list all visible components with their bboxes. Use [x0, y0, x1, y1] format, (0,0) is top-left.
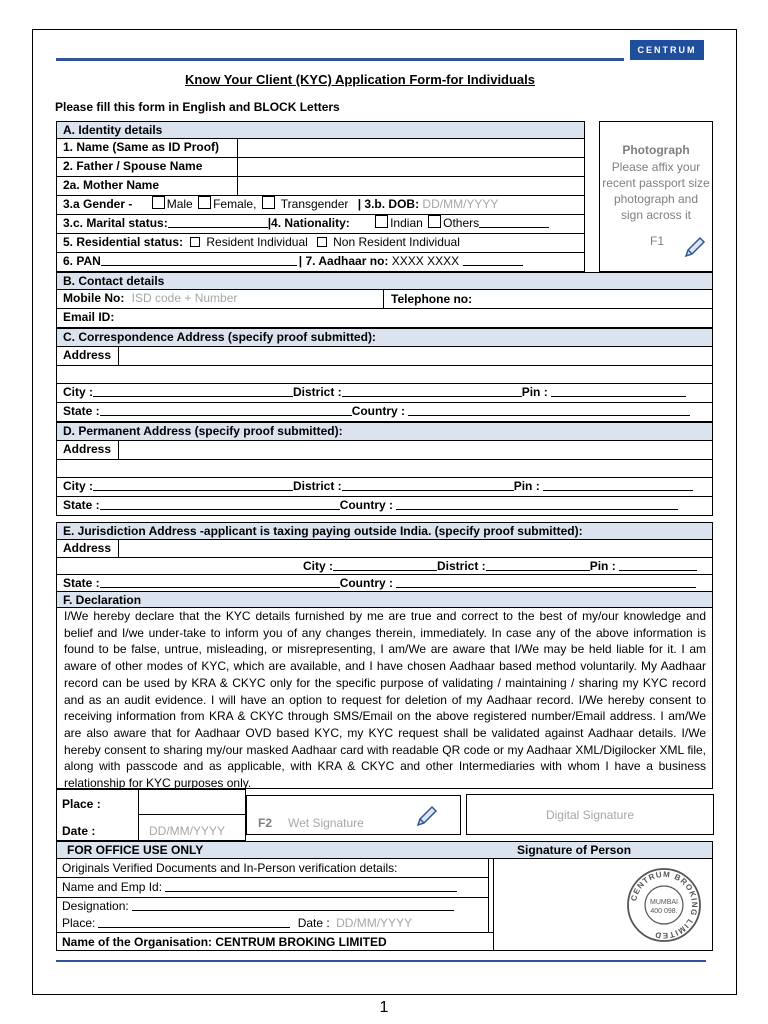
form-title: Know Your Client (KYC) Application Form-for Individuals [184, 72, 536, 87]
mobile-label: Mobile No: [63, 291, 125, 305]
mother-row[interactable] [56, 177, 585, 196]
instruction: Please fill this form in English and BLOCK Letters [55, 100, 340, 114]
office-date-label: Date : [297, 916, 330, 930]
c-state-input[interactable] [100, 404, 352, 416]
office-date-input[interactable]: DD/MM/YYYY [336, 916, 413, 930]
mobile-divider [383, 290, 384, 309]
e-city-input[interactable] [333, 559, 437, 571]
c-address-label: Address [63, 348, 112, 362]
d-country-label: Country : [339, 498, 394, 512]
resident-checkbox[interactable] [190, 237, 200, 247]
designation-input[interactable] [132, 899, 454, 911]
transgender-checkbox[interactable] [262, 196, 275, 209]
e-state-row[interactable] [56, 575, 713, 591]
marital-input[interactable] [168, 216, 268, 228]
digital-signature-label: Digital Signature [545, 808, 635, 822]
name-emp-row[interactable] [62, 880, 457, 894]
male-checkbox[interactable] [152, 196, 165, 209]
f2-label: F2 [258, 816, 273, 830]
pan-row[interactable] [56, 253, 585, 272]
office-place-input[interactable] [98, 916, 290, 928]
e-district-input[interactable] [486, 559, 590, 571]
residential-label: 5. Residential status: [63, 235, 184, 249]
e-state-input[interactable] [100, 576, 340, 588]
office-use-header [56, 841, 713, 859]
c-state-label: State : [63, 404, 100, 418]
d-address-divider [118, 441, 119, 460]
c-city-row[interactable] [56, 384, 713, 403]
d-pin-label: Pin : [513, 479, 540, 493]
indian-label: Indian [390, 216, 423, 230]
father-label: 2. Father / Spouse Name [63, 159, 203, 173]
c-city-input[interactable] [93, 385, 293, 397]
transgender-label: Transgender [280, 197, 349, 211]
d-state-input[interactable] [100, 498, 340, 510]
section-c-header: C. Correspondence Address (specify proof submitted): [56, 328, 713, 347]
name-divider [237, 139, 238, 196]
d-city-label: City : [63, 479, 93, 493]
d-state-label: State : [63, 498, 100, 512]
e-country-input[interactable] [396, 576, 696, 588]
wet-signature-pencil-icon [414, 803, 440, 832]
c-pin-input[interactable] [551, 385, 686, 397]
place-label: Place : [62, 797, 101, 811]
marital-label: 3.c. Marital status: [63, 216, 168, 230]
section-b-header: B. Contact details [56, 272, 713, 290]
d-pin-input[interactable] [543, 479, 693, 491]
e-city-label: City : [303, 559, 333, 573]
office-signature-divider [493, 858, 494, 951]
dob-label: | 3.b. DOB: [357, 197, 420, 211]
d-city-row[interactable] [56, 478, 713, 497]
aadhaar-input[interactable] [463, 254, 523, 266]
e-address-divider [118, 540, 119, 558]
c-country-label: Country : [351, 404, 406, 418]
c-address-divider [118, 347, 119, 366]
office-inner-hline-3 [56, 932, 493, 933]
photo-heading: Photograph [622, 143, 690, 157]
nationality-label: |4. Nationality: [267, 216, 350, 230]
d-city-input[interactable] [93, 479, 293, 491]
email-row[interactable] [56, 309, 713, 328]
stamp-ring-text: CENTRUM BROKING LIMITED [629, 869, 700, 941]
verified-label: Originals Verified Documents and In-Person verification details: [62, 861, 398, 875]
name-emp-label: Name and Emp Id: [62, 880, 163, 894]
centrum-logo: CENTRUM [630, 40, 704, 60]
mobile-row[interactable] [56, 290, 713, 309]
gender-row[interactable] [56, 196, 585, 215]
e-state-label: State : [63, 576, 100, 590]
organisation-label: Name of the Organisation: CENTRUM BROKING LIMITED [62, 935, 387, 949]
email-label: Email ID: [63, 310, 115, 324]
date-label: Date : [62, 824, 96, 838]
female-label: Female, [213, 197, 257, 211]
e-district-label: District : [437, 559, 486, 573]
office-inner-hline-1 [56, 877, 488, 878]
marital-row[interactable] [56, 215, 585, 234]
mother-label: 2a. Mother Name [63, 178, 160, 192]
office-place-row[interactable] [62, 916, 412, 930]
place-date-divider [138, 789, 139, 841]
d-state-row[interactable] [56, 497, 713, 516]
name-emp-input[interactable] [165, 880, 457, 892]
dob-input[interactable]: DD/MM/YYYY [422, 197, 499, 211]
name-label: 1. Name (Same as ID Proof) [63, 140, 220, 154]
c-pin-label: Pin : [521, 385, 548, 399]
others-label: Others [443, 216, 480, 230]
c-city-label: City : [63, 385, 93, 399]
decl-date-input[interactable]: DD/MM/YYYY [149, 824, 226, 838]
d-address-row[interactable] [56, 441, 713, 460]
nonresident-checkbox[interactable] [317, 237, 327, 247]
office-use-label: FOR OFFICE USE ONLY [67, 843, 204, 857]
e-pin-input[interactable] [619, 559, 697, 571]
pencil-icon [682, 234, 708, 263]
aadhaar-value[interactable]: XXXX XXXX [391, 254, 460, 268]
aadhaar-label: | 7. Aadhaar no: [298, 254, 389, 268]
section-e-header: E. Jurisdiction Address -applicant is taxing paying outside India. (specify proof submitted): [56, 522, 713, 540]
declaration-text: I/We hereby declare that the KYC details furnished by me are true and correct to the best of my/our knowledge and belief and I/we under-take to inform you of any changes therein, immediately. In case any of the above information is found to be false, untrue, misleading, or misrepresenting, I am/We are aware that I/We may be held liable for it. I am aware of other modes of KYC, which are available, and I have chosen Aadhaar based method voluntarily. My Aadhaar record can be used by KRA & CKYC only for the specific purpose of validating / maintaining / sharing my KYC record and as an audit evidence. I will have an option to request for deletion of my Aadhaar record. I/We hereby consent to receiving information from KRA & CKYC through SMS/Email on the above registered number/Email address. I am/We are also aware that for Aadhaar OVD based KYC, my KYC request shall be validated against Aadhaar details. I/We hereby consent to sharing my/our masked Aadhaar card with readable QR code or my Aadhaar XML/Digilocker XML file, along with passcode and as applicable, with KRA & CKYC and other Intermediaries with whom I have a business relationship for KYC purposes only. [64, 609, 706, 791]
place-date-hline [138, 814, 246, 815]
page-number: 1 [379, 999, 389, 1016]
pan-input[interactable] [101, 254, 297, 266]
gender-label: 3.a Gender - [63, 197, 133, 211]
c-district-input[interactable] [342, 385, 522, 397]
c-address-row[interactable] [56, 347, 713, 366]
bottom-rule [56, 960, 706, 962]
company-stamp [626, 867, 702, 943]
d-address-line2[interactable] [56, 460, 713, 478]
e-city-row[interactable] [56, 558, 713, 575]
d-district-input[interactable] [342, 479, 514, 491]
male-label: Male [166, 197, 193, 211]
office-inner-hline-2 [56, 897, 488, 898]
photo-field-label: F1 [650, 234, 665, 248]
stamp-city: MUMBAI [650, 899, 678, 906]
e-country-label: Country : [339, 576, 394, 590]
d-address-label: Address [63, 442, 112, 456]
c-country-input[interactable] [408, 404, 690, 416]
designation-label: Designation: [62, 899, 129, 913]
photo-instruction: Please affix your recent passport size photograph and sign across it [602, 160, 710, 222]
d-district-label: District : [293, 479, 342, 493]
d-country-input[interactable] [396, 498, 678, 510]
c-state-row[interactable] [56, 403, 713, 422]
c-address-line2[interactable] [56, 366, 713, 384]
indian-checkbox[interactable] [375, 215, 388, 228]
name-row[interactable] [56, 139, 585, 158]
residential-row[interactable] [56, 234, 585, 253]
female-checkbox[interactable] [198, 196, 211, 209]
others-input[interactable] [479, 216, 549, 228]
e-pin-label: Pin : [589, 559, 616, 573]
telephone-label: Telephone no: [391, 292, 473, 306]
section-a-header: A. Identity details [56, 121, 585, 139]
section-d-header: D. Permanent Address (specify proof submitted): [56, 422, 713, 441]
mobile-input[interactable]: ISD code + Number [131, 291, 238, 305]
office-inner-vline [488, 858, 489, 933]
pan-label: 6. PAN [63, 254, 101, 268]
designation-row[interactable] [62, 899, 454, 913]
section-f-header: F. Declaration [56, 591, 713, 608]
signature-person-label: Signature of Person [517, 843, 632, 857]
office-place-label: Place: [62, 916, 96, 930]
stamp-pin: 400 098. [650, 908, 678, 915]
nonresident-label: Non Resident Individual [333, 235, 460, 249]
wet-signature-label: Wet Signature [288, 816, 364, 830]
e-address-label: Address [63, 541, 112, 555]
others-checkbox[interactable] [428, 215, 441, 228]
father-row[interactable] [56, 158, 585, 177]
resident-label: Resident Individual [206, 235, 308, 249]
top-rule [56, 58, 624, 61]
e-address-row[interactable] [56, 540, 713, 558]
c-district-label: District : [293, 385, 342, 399]
